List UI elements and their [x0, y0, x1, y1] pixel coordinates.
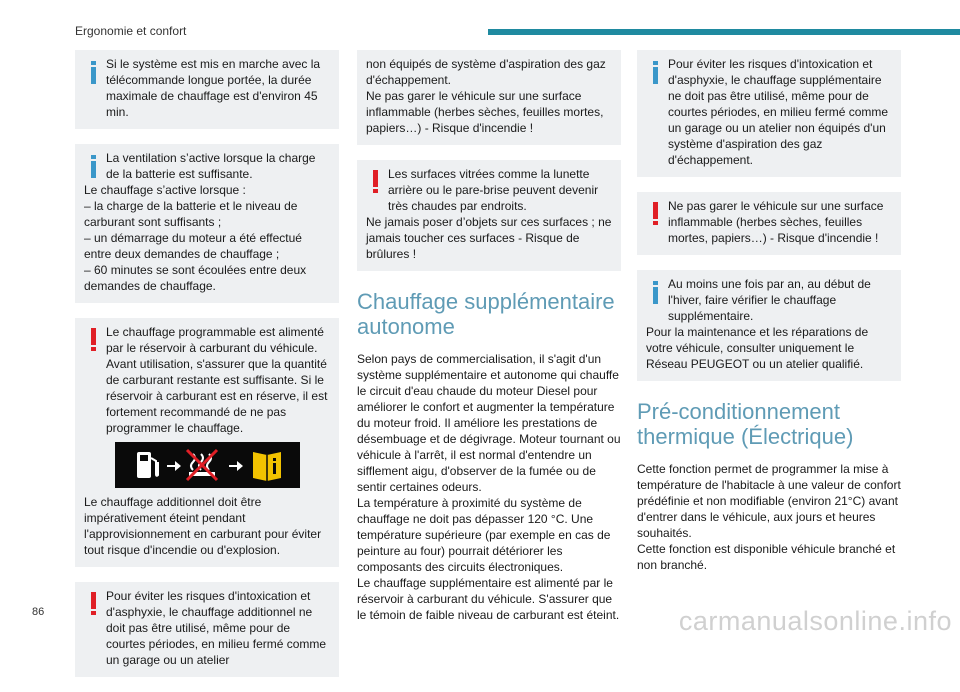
manual-book-icon [253, 452, 281, 481]
warning-text: Ne pas garer le véhicule sur une surface inflammable (herbes sèches, feuilles mortes, papiers…) - Risque d'incendie ! [668, 199, 884, 245]
info-box [637, 270, 901, 381]
body-paragraph: La température à proximité du système de chauffage ne doit pas dépasser 120 °C. Une température supérieure (par exemple en cas de peinture au four) pourrait détériorer les composants des circuits électroniques. [357, 496, 611, 574]
info-text: Pour éviter les risques d'intoxication et d'asphyxie, le chauffage supplémentaire ne doit pas être utilisé, même pour de courtes périodes, en milieu fermé comme un garage ou un atelier non équipés d'un système d'aspiration des gaz d'échappement. [668, 57, 889, 167]
warning-text: Ne pas garer le véhicule sur une surface inflammable (herbes sèches, feuilles mortes, papiers…) - Risque d'incendie ! [366, 89, 604, 135]
warning-box [75, 582, 339, 677]
info-box [75, 144, 339, 303]
warning-icon [89, 592, 99, 616]
info-icon [88, 155, 98, 179]
section-title: Chauffage supplémentaire autonome [357, 289, 615, 339]
page-number: 86 [32, 606, 45, 618]
warning-text: Le chauffage programmable est alimenté par le réservoir à carburant du véhicule. Avant utilisation, s'assurer que la quantité de carburant restante est suffisante. Si le réservoir à carburant est en réserve, il est fortement recommandé de ne pas programmer le chauffage. [106, 325, 328, 435]
body-paragraph: Cette fonction permet de programmer la mise à température de l'habitacle à une valeur de confort prédéfinie et non modifiable (environ 21°C) avant d'entrer dans le véhicule, aux jours et heures souhaités. [637, 462, 901, 540]
info-text: La ventilation s’active lorsque la charge de la batterie est suffisante. [106, 151, 316, 181]
header-accent-bar [488, 29, 960, 35]
info-list-item: – 60 minutes se sont écoulées entre deux demandes de chauffage. [84, 263, 307, 293]
info-icon [650, 281, 660, 305]
info-list-item: – un démarrage du moteur a été effectué entre deux demandes de chauffage ; [84, 231, 302, 261]
warning-box [75, 318, 339, 567]
running-header: Ergonomie et confort [75, 24, 187, 38]
body-paragraph: Cette fonction est disponible véhicule branché et non branché. [637, 542, 896, 572]
info-text: Si le système est mis en marche avec la télécommande longue portée, la durée maximale de chauffage est d'environ 45 min. [106, 57, 321, 119]
warning-text: Ne jamais poser d’objets sur ces surfaces ; ne jamais toucher ces surfaces - Risque de brûlures ! [366, 215, 612, 261]
fuel-warning-pictograms [115, 442, 300, 488]
heater-off-icon [187, 450, 217, 480]
section-title: Pré-conditionnement thermique (Électrique) [637, 399, 854, 449]
column-middle [357, 50, 621, 623]
warning-box-continued [357, 50, 621, 145]
warning-text: Les surfaces vitrées comme la lunette arrière ou le pare-brise peuvent devenir très chaudes par endroits. [388, 167, 599, 213]
warning-box [357, 160, 621, 271]
info-box [75, 50, 339, 129]
body-paragraph: Le chauffage supplémentaire est alimenté par le réservoir à carburant du véhicule. S'assurer que le témoin de faible niveau de carburant est éteint. [357, 576, 620, 622]
info-text: Pour la maintenance et les réparations de votre véhicule, consulter uniquement le Réseau PEUGEOT ou un atelier qualifié. [646, 325, 869, 371]
body-paragraph: Selon pays de commercialisation, il s'agit d'un système supplémentaire et autonome qui chauffe le circuit d'eau chaude du moteur Diesel pour améliorer le confort et augmenter la température du moteur froid. Il améliore les prestations de désembuage et de dégivrage. Moteur tournant ou véhicule à l'arrêt, il est normal d'entendre un sifflement aigu, d'observer de la fumée ou de sentir certaines odeurs. [357, 352, 621, 494]
warning-text: non équipés de système d'aspiration des gaz d'échappement. [366, 57, 606, 87]
info-icon [88, 61, 98, 85]
warning-icon [371, 170, 381, 194]
warning-text: Le chauffage additionnel doit être impérativement éteint pendant l'approvisionnement en carburant pour éviter tout risque d'incendie ou d'explosion. [84, 495, 322, 557]
info-list-item: – la charge de la batterie et le niveau de carburant sont suffisants ; [84, 199, 298, 229]
watermark: carmanualsonline.info [678, 606, 952, 636]
warning-icon [651, 202, 661, 226]
info-box [637, 50, 901, 177]
info-text: Au moins une fois par an, au début de l'hiver, faire vérifier le chauffage supplémentaire. [668, 277, 871, 323]
warning-box [637, 192, 901, 255]
arrow-icon [167, 461, 181, 471]
warning-text: Pour éviter les risques d'intoxication et d'asphyxie, le chauffage additionnel ne doit pas être utilisé, même pour de courtes périodes, en milieu fermé comme un garage ou un atelier [106, 589, 327, 667]
fuel-pump-icon [137, 452, 158, 478]
column-right [637, 50, 901, 573]
info-text: Le chauffage s’active lorsque : [84, 183, 246, 197]
warning-icon [89, 328, 99, 352]
info-icon [650, 61, 660, 85]
arrow-icon [229, 461, 243, 471]
column-left [75, 50, 339, 692]
pictogram-strip [115, 442, 300, 488]
